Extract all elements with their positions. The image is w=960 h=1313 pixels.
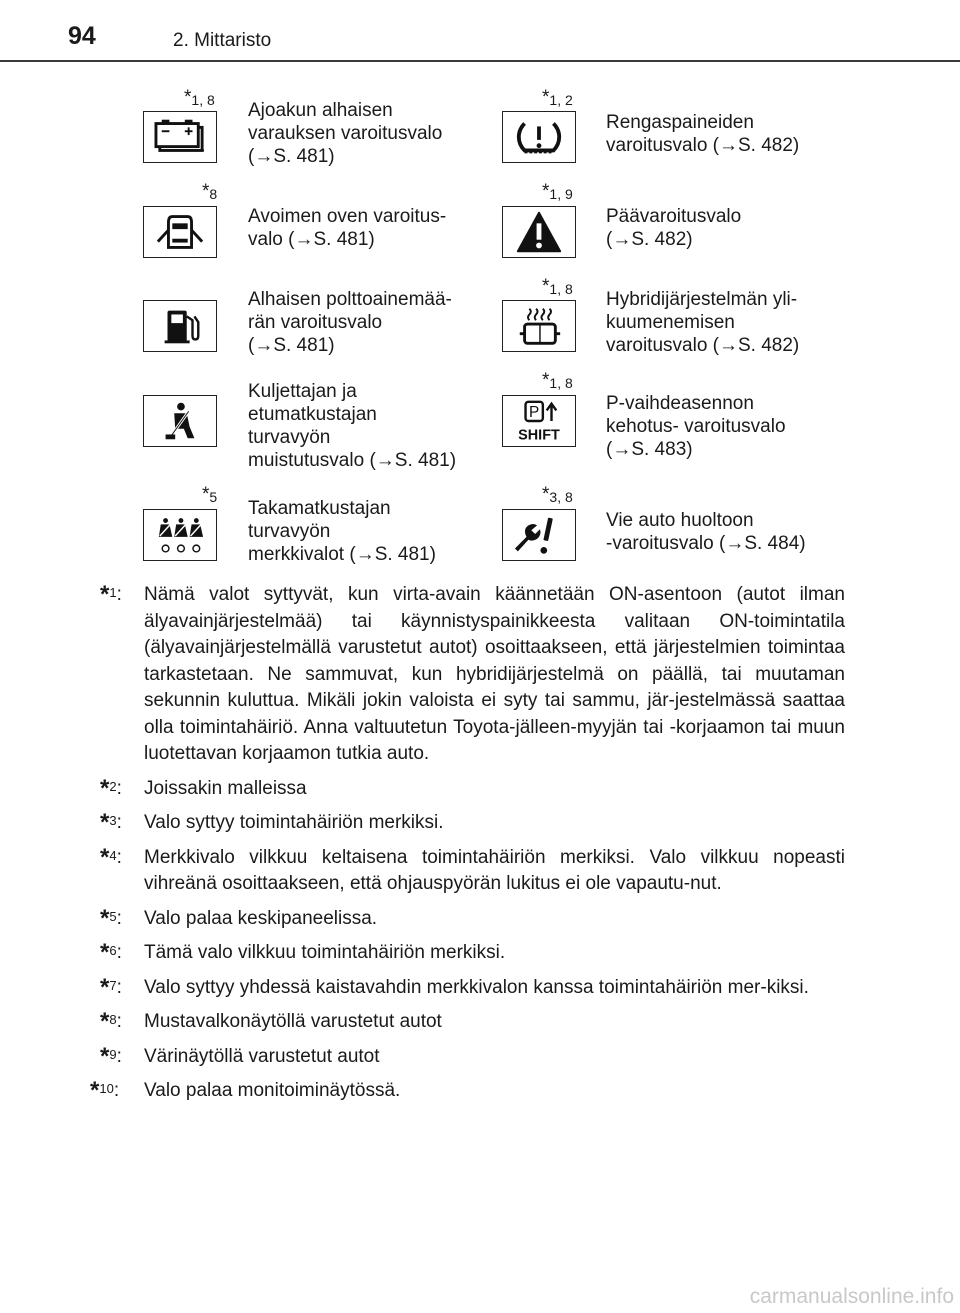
seatbelt-icon: [143, 395, 217, 447]
light-description: Avoimen oven varoitus- valo (→S. 481): [248, 206, 447, 250]
light-description: Rengaspaineiden varoitusvalo (→S. 482): [606, 112, 800, 156]
footnote-3: *$^3$: Valo syttyy toimintahäiriön merkiksi.: [100, 809, 444, 836]
svg-text:P: P: [529, 404, 540, 422]
footnote-ref: *1, 9: [542, 181, 573, 202]
footnote-4: *$^4$: Merkkivalo vilkkuu keltaisena toimintahäiriön merkiksi. Valo vilkkuu nopeasti vihreänä osoittaakseen, että ohjauspyörän lukitus ei ole vapautu-nut.: [100, 843, 845, 894]
footnote-ref: *1, 2: [542, 87, 573, 108]
page-number: 94: [68, 22, 96, 50]
light-description: Ajoakun alhaisen varauksen varoitusvalo (→S. 481): [248, 100, 443, 167]
footnote-ref: *1, 8: [542, 370, 573, 391]
maintenance-icon: [502, 509, 576, 561]
light-description: Takamatkustajan turvavyön merkkivalot (→S. 481): [248, 498, 436, 565]
light-description: Kuljettajan ja etumatkustajan turvavyön muistutusvalo (→S. 481): [248, 381, 457, 471]
p-shift-icon: [502, 395, 576, 447]
footnote-10: *$^{10}$: Valo palaa monitoiminäytössä.: [90, 1077, 401, 1104]
footnote-ref: *1, 8: [542, 276, 573, 297]
footnote-ref: *1, 8: [184, 87, 215, 108]
footnote-5: *$^5$: Valo palaa keskipaneelissa.: [100, 904, 378, 932]
fuel-pump-icon: [143, 300, 217, 352]
watermark[interactable]: carmanualsonline.info: [749, 1285, 954, 1308]
battery-icon: [143, 111, 217, 163]
footnote-7: *$^7$: Valo syttyy yhdessä kaistavahdin merkkivalon kanssa toimintahäiriön mer-kiksi.: [100, 973, 809, 1001]
footnote-6: *$^6$: Tämä valo vilkkuu toimintahäiriön merkiksi.: [100, 939, 506, 966]
footnotes: [90, 581, 845, 1113]
open-door-icon: [143, 206, 217, 258]
footnote-ref: *3, 8: [542, 484, 573, 505]
chapter-title: 2. Mittaristo: [173, 30, 272, 51]
master-warning-icon: [502, 206, 576, 258]
light-description: P-vaihdeasennon kehotus- varoitusvalo (→S. 483): [606, 393, 786, 460]
tire-pressure-icon: [502, 111, 576, 163]
footnote-ref: *5: [202, 484, 218, 505]
footnote-ref: *8: [202, 181, 218, 202]
footnote-1: *$^1$: Nämä valot syttyvät, kun virta-avain käännetään ON-asentoon (autot ilman älyavainjärjestelmää) tai käynnistyspainikkeesta valitaan ON-toimintatila (älyavainjärjestelmällä varustetut autot) osoittaakseen, että järjestelmien toimintaa tarkastetaan. Ne sammuvat, kun hybridijärjestelmä on päällä, tai muutaman sekunnin kuluttua. Mikäli jokin valoista ei syty tai sammu, jär-jestelmässä saattaa olla toimintahäiriö. Anna valtuutetun Toyota-jälleen-myyjän tai -korjaamon tai muun luotettavan korjaamon tutkia auto.: [100, 581, 845, 764]
header-rule: [0, 60, 960, 62]
hybrid-overheat-icon: [502, 300, 576, 352]
light-description: Vie auto huoltoon -varoitusvalo (→S. 484): [606, 510, 806, 554]
footnote-2: *$^2$: Joissakin malleissa: [100, 774, 307, 802]
footnote-8: *$^8$: Mustavalkonäytöllä varustetut autot: [100, 1008, 442, 1035]
light-description: Alhaisen polttoainemää- rän varoitusvalo (→S. 481): [248, 289, 452, 356]
svg-text:SHIFT: SHIFT: [518, 427, 560, 444]
light-description: Päävaroitusvalo (→S. 482): [606, 206, 742, 250]
light-description: Hybridijärjestelmän yli- kuumenemisen varoitusvalo (→S. 482): [606, 289, 800, 356]
page-header: [0, 0, 960, 64]
rear-seatbelt-icon: [143, 509, 217, 561]
footnote-9: *$^9$: Värinäytöllä varustetut autot: [100, 1042, 380, 1070]
